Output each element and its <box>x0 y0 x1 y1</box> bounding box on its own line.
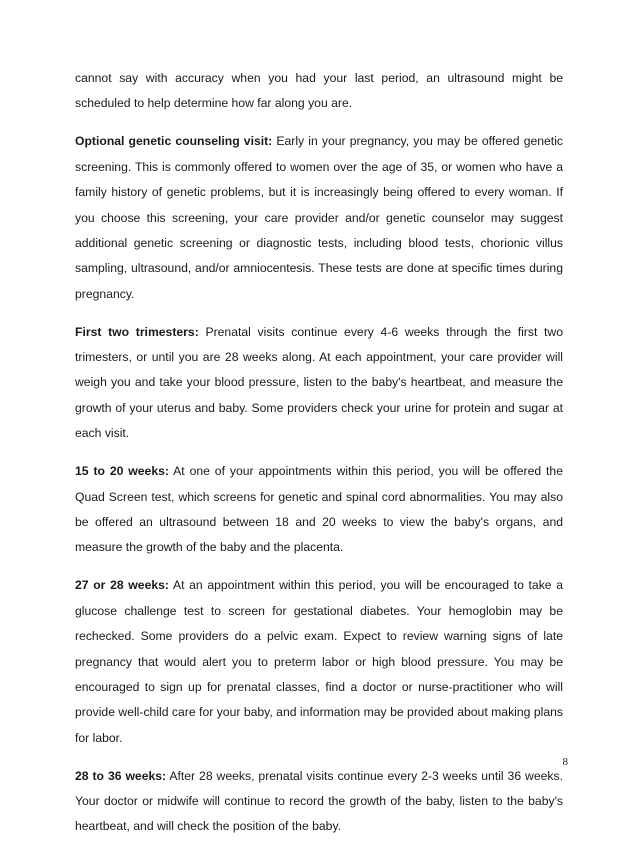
section-heading: First two trimesters: <box>75 324 199 339</box>
intro-paragraph: cannot say with accuracy when you had your last period, an ultrasound might be scheduled to help determine how far along you are. <box>75 71 563 111</box>
document-body <box>75 66 563 852</box>
section-body: Prenatal visits continue every 4-6 weeks through the first two trimesters, or until you are 28 weeks along. At each appointment, your care provider will weigh you and take your blood pressure, listen to the baby's heartbeat, and measure the growth of your uterus and baby. Some providers check your urine for protein and sugar at each visit. <box>75 324 563 441</box>
section-body: After 28 weeks, prenatal visits continue every 2-3 weeks until 36 weeks. Your doctor or midwife will continue to record the growth of the baby, listen to the baby's heartbeat, and will check the position of the baby. <box>75 768 563 834</box>
section-heading: Optional genetic counseling visit: <box>75 134 273 149</box>
section-body: Early in your pregnancy, you may be offered genetic screening. This is commonly offered to women over the age of 35, or women who have a family history of genetic problems, but it is increasingly being offered to every woman. If you choose this screening, your care provider and/or genetic counselor may suggest additional genetic screening or diagnostic tests, including blood tests, chorionic villus sampling, ultrasound, and/or amniocentesis. These tests are done at specific times during pregnancy. <box>75 134 563 301</box>
page-number: 8 <box>562 756 568 768</box>
section-heading: 27 or 28 weeks: <box>75 578 169 593</box>
section-28-to-36-weeks <box>75 764 563 840</box>
section-body: At one of your appointments within this period, you will be offered the Quad Screen test, which screens for genetic and spinal cord abnormalities. You may also be offered an ultrasound between 18 and 20 weeks to view the baby's organs, and measure the growth of the baby and the placenta. <box>75 464 563 555</box>
section-27-or-28-weeks <box>75 573 563 751</box>
section-heading: 15 to 20 weeks: <box>75 464 169 479</box>
section-heading: 28 to 36 weeks: <box>75 768 167 783</box>
section-genetic-counseling <box>75 129 563 307</box>
section-body: At an appointment within this period, you will be encouraged to take a glucose challenge test to screen for gestational diabetes. Your hemoglobin may be rechecked. Some providers do a pelvic exam. Expect to review warning signs of late pregnancy that would alert you to preterm labor or high blood pressure. You may be encouraged to sign up for prenatal classes, find a doctor or nurse-practitioner who will provide well-child care for your baby, and information may be provided about making plans for labor. <box>75 578 564 745</box>
section-15-to-20-weeks <box>75 459 563 561</box>
section-first-two-trimesters <box>75 320 563 447</box>
